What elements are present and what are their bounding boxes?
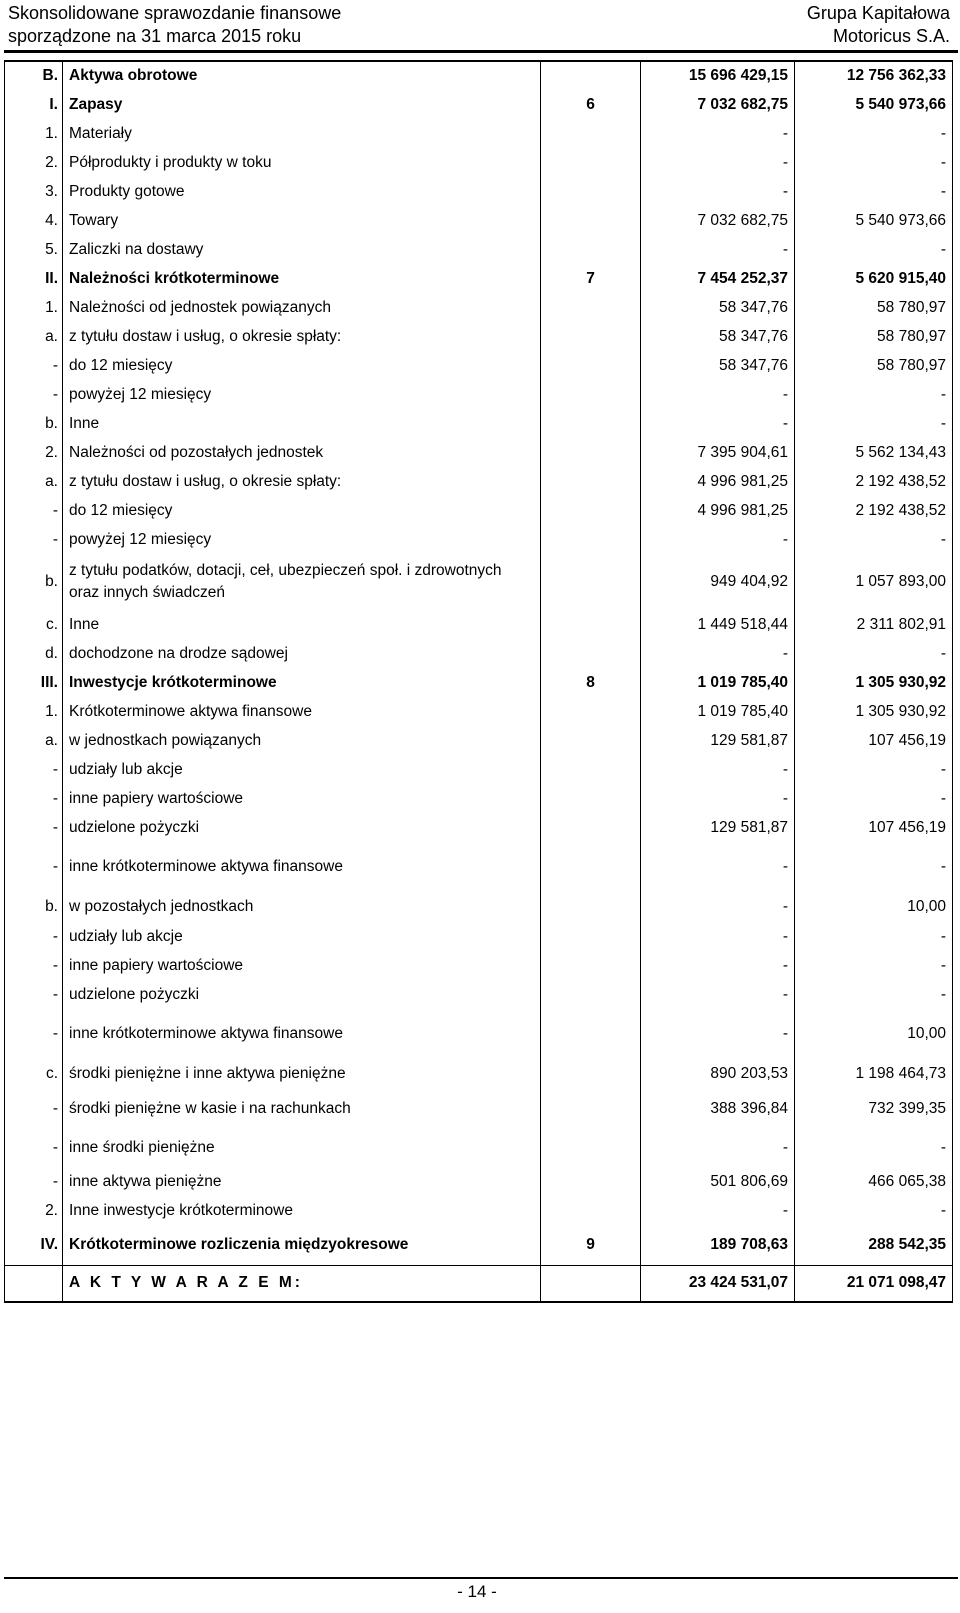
row-label: Należności od jednostek powiązanych [63,293,541,322]
value-previous: 1 305 930,92 [795,697,953,726]
row-code: - [5,496,63,525]
value-current: 1 019 785,40 [641,668,795,697]
row-note [541,951,641,980]
table-row [5,554,953,610]
row-code: IV. [5,1225,63,1265]
value-previous: - [795,177,953,206]
value-previous: 21 071 098,47 [795,1265,953,1302]
row-note [541,639,641,668]
row-code: II. [5,264,63,293]
row-code: - [5,813,63,842]
row-note [541,61,641,90]
row-label: powyżej 12 miesięcy [63,525,541,554]
row-code [5,1265,63,1302]
row-note [541,1265,641,1302]
row-code: 1. [5,697,63,726]
row-note [541,726,641,755]
row-label: powyżej 12 miesięcy [63,380,541,409]
value-previous: 10,00 [795,892,953,922]
row-label: inne aktywa pieniężne [63,1167,541,1196]
value-previous: 2 192 438,52 [795,496,953,525]
table-row [5,177,953,206]
table-row [5,322,953,351]
row-note [541,784,641,813]
row-code: - [5,1128,63,1167]
row-note [541,1009,641,1059]
row-label: udziały lub akcje [63,755,541,784]
table-row [5,842,953,892]
value-current: - [641,892,795,922]
value-previous: - [795,119,953,148]
row-label: Zaliczki na dostawy [63,235,541,264]
value-previous: - [795,235,953,264]
table-row [5,380,953,409]
row-code: - [5,784,63,813]
value-current: - [641,235,795,264]
value-current: 58 347,76 [641,293,795,322]
row-code: b. [5,892,63,922]
row-label: Materiały [63,119,541,148]
value-previous: 466 065,38 [795,1167,953,1196]
row-note [541,525,641,554]
value-current: 129 581,87 [641,726,795,755]
value-current: - [641,784,795,813]
value-current: - [641,1009,795,1059]
row-code: - [5,842,63,892]
row-code: b. [5,409,63,438]
row-label: z tytułu dostaw i usług, o okresie spłaty: [63,322,541,351]
value-current: - [641,922,795,951]
row-label: z tytułu dostaw i usług, o okresie spłaty: [63,467,541,496]
row-note [541,119,641,148]
value-previous: 1 305 930,92 [795,668,953,697]
current-assets-table [4,60,953,1303]
row-label: Krótkoterminowe aktywa finansowe [63,697,541,726]
row-code: 5. [5,235,63,264]
row-code: - [5,351,63,380]
row-code: 3. [5,177,63,206]
table-row [5,1196,953,1225]
row-code: - [5,922,63,951]
value-current: 7 032 682,75 [641,206,795,235]
value-current: 890 203,53 [641,1059,795,1089]
value-current: - [641,148,795,177]
row-code: - [5,980,63,1009]
row-code: 4. [5,206,63,235]
row-note [541,1196,641,1225]
value-current: - [641,525,795,554]
row-code: a. [5,322,63,351]
value-current: - [641,409,795,438]
value-previous: - [795,784,953,813]
value-previous: - [795,922,953,951]
value-previous: 288 542,35 [795,1225,953,1265]
row-note [541,892,641,922]
value-previous: 10,00 [795,1009,953,1059]
table-row [5,1265,953,1302]
value-previous: 12 756 362,33 [795,61,953,90]
row-code: - [5,380,63,409]
row-code: - [5,525,63,554]
row-label: Półprodukty i produkty w toku [63,148,541,177]
row-note [541,206,641,235]
row-label: udzielone pożyczki [63,813,541,842]
row-label: A K T Y W A R A Z E M: [63,1265,541,1302]
value-current: - [641,842,795,892]
value-current: 58 347,76 [641,351,795,380]
group-name: Grupa Kapitałowa [806,3,950,23]
row-label: dochodzone na drodze sądowej [63,639,541,668]
row-label: Produkty gotowe [63,177,541,206]
row-note [541,235,641,264]
value-previous: - [795,755,953,784]
row-label: do 12 miesięcy [63,496,541,525]
row-code: B. [5,61,63,90]
table-row [5,1167,953,1196]
value-previous: 5 540 973,66 [795,206,953,235]
table-row [5,467,953,496]
row-label: Inwestycje krótkoterminowe [63,668,541,697]
row-label: Należności od pozostałych jednostek [63,438,541,467]
row-label: z tytułu podatków, dotacji, ceł, ubezpieczeń społ. i zdrowotnych oraz innych świadczeń [63,554,541,610]
row-label: środki pieniężne w kasie i na rachunkach [63,1089,541,1128]
table-row [5,148,953,177]
row-code: I. [5,90,63,119]
table-row [5,784,953,813]
value-current: 1 019 785,40 [641,697,795,726]
table-row [5,726,953,755]
row-note: 6 [541,90,641,119]
row-code: - [5,755,63,784]
value-current: 388 396,84 [641,1089,795,1128]
table-row [5,1059,953,1089]
value-current: 949 404,92 [641,554,795,610]
row-note [541,1059,641,1089]
row-code: - [5,951,63,980]
row-note [541,351,641,380]
row-code: 1. [5,293,63,322]
table-row [5,119,953,148]
row-note [541,177,641,206]
table-row [5,61,953,90]
table-row [5,525,953,554]
row-note [541,380,641,409]
value-current: 7 032 682,75 [641,90,795,119]
row-code: - [5,1167,63,1196]
report-date: sporządzone na 31 marca 2015 roku [8,26,302,46]
value-current: - [641,755,795,784]
row-note: 8 [541,668,641,697]
value-previous: 58 780,97 [795,351,953,380]
table-row [5,1225,953,1265]
row-code: d. [5,639,63,668]
value-current: - [641,380,795,409]
row-label: środki pieniężne i inne aktywa pieniężne [63,1059,541,1089]
row-code: - [5,1089,63,1128]
row-label: Inne [63,610,541,639]
row-code: c. [5,610,63,639]
table-row [5,892,953,922]
row-note [541,610,641,639]
value-current: 4 996 981,25 [641,467,795,496]
table-row [5,639,953,668]
table-row [5,235,953,264]
row-label: Należności krótkoterminowe [63,264,541,293]
row-label: inne papiery wartościowe [63,951,541,980]
table-row [5,1009,953,1059]
table-row [5,293,953,322]
value-previous: 2 192 438,52 [795,467,953,496]
row-code: III. [5,668,63,697]
row-note [541,697,641,726]
value-current: 7 395 904,61 [641,438,795,467]
value-current: - [641,177,795,206]
value-previous: 1 198 464,73 [795,1059,953,1089]
table-row [5,90,953,119]
value-current: - [641,639,795,668]
value-previous: 107 456,19 [795,813,953,842]
company-name: Motoricus S.A. [832,26,950,46]
value-previous: 5 540 973,66 [795,90,953,119]
row-note [541,438,641,467]
row-note [541,409,641,438]
row-label: udziały lub akcje [63,922,541,951]
value-previous: - [795,525,953,554]
table-row [5,813,953,842]
table-row [5,264,953,293]
table-row [5,351,953,380]
row-note [541,148,641,177]
row-label: Aktywa obrotowe [63,61,541,90]
row-label: inne krótkoterminowe aktywa finansowe [63,1009,541,1059]
value-current: 501 806,69 [641,1167,795,1196]
row-code: 2. [5,148,63,177]
table-row [5,951,953,980]
row-code: b. [5,554,63,610]
page-header [4,0,958,53]
table-row [5,610,953,639]
value-current: - [641,951,795,980]
page-number: - 14 - [457,1582,497,1601]
table-row [5,697,953,726]
row-note [541,496,641,525]
value-previous: - [795,1128,953,1167]
value-previous: 58 780,97 [795,293,953,322]
row-label: inne krótkoterminowe aktywa finansowe [63,842,541,892]
row-code: 2. [5,438,63,467]
footer-divider [4,1577,958,1579]
value-previous: 5 562 134,43 [795,438,953,467]
table-row [5,755,953,784]
row-note [541,1167,641,1196]
row-note: 9 [541,1225,641,1265]
table-row [5,409,953,438]
row-note [541,554,641,610]
value-current: - [641,119,795,148]
report-title: Skonsolidowane sprawozdanie finansowe [8,3,342,23]
row-note [541,813,641,842]
table-row [5,922,953,951]
value-previous: - [795,842,953,892]
row-label: Inne [63,409,541,438]
table-row [5,438,953,467]
row-note [541,922,641,951]
value-previous: 732 399,35 [795,1089,953,1128]
value-previous: - [795,639,953,668]
row-note [541,467,641,496]
row-label: inne środki pieniężne [63,1128,541,1167]
row-label: Inne inwestycje krótkoterminowe [63,1196,541,1225]
row-label: inne papiery wartościowe [63,784,541,813]
row-code: 2. [5,1196,63,1225]
value-previous: - [795,380,953,409]
value-current: 15 696 429,15 [641,61,795,90]
row-label: w pozostałych jednostkach [63,892,541,922]
value-current: 189 708,63 [641,1225,795,1265]
row-note [541,842,641,892]
row-label: udzielone pożyczki [63,980,541,1009]
row-code: 1. [5,119,63,148]
value-previous: 58 780,97 [795,322,953,351]
table-row [5,206,953,235]
row-code: a. [5,726,63,755]
value-previous: - [795,980,953,1009]
value-current: - [641,1128,795,1167]
row-label: w jednostkach powiązanych [63,726,541,755]
table-row [5,1128,953,1167]
row-label: do 12 miesięcy [63,351,541,380]
value-current: 7 454 252,37 [641,264,795,293]
value-previous: - [795,148,953,177]
value-current: 129 581,87 [641,813,795,842]
table-body [5,61,953,1302]
value-previous: 107 456,19 [795,726,953,755]
value-previous: 2 311 802,91 [795,610,953,639]
table-row [5,1089,953,1128]
company-block [807,2,950,48]
value-previous: - [795,1196,953,1225]
row-note: 7 [541,264,641,293]
value-previous: - [795,409,953,438]
value-current: 58 347,76 [641,322,795,351]
table-row [5,980,953,1009]
value-current: - [641,980,795,1009]
row-label: Krótkoterminowe rozliczenia międzyokresowe [63,1225,541,1265]
row-note [541,1128,641,1167]
report-title-block [8,2,341,48]
value-current: - [641,1196,795,1225]
value-previous: 5 620 915,40 [795,264,953,293]
row-code: a. [5,467,63,496]
table-row [5,668,953,697]
row-label: Zapasy [63,90,541,119]
value-previous: 1 057 893,00 [795,554,953,610]
value-current: 1 449 518,44 [641,610,795,639]
value-current: 23 424 531,07 [641,1265,795,1302]
row-note [541,293,641,322]
value-current: 4 996 981,25 [641,496,795,525]
row-label: Towary [63,206,541,235]
row-note [541,755,641,784]
row-code: - [5,1009,63,1059]
row-code: c. [5,1059,63,1089]
row-note [541,980,641,1009]
value-previous: - [795,951,953,980]
row-note [541,322,641,351]
row-note [541,1089,641,1128]
table-row [5,496,953,525]
